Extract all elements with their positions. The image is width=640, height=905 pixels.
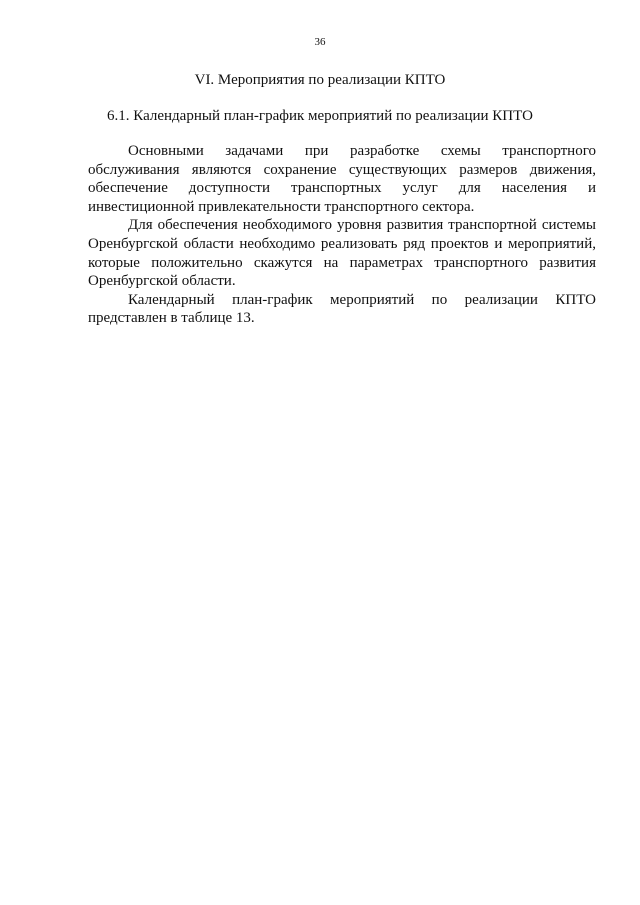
subsection-title: 6.1. Календарный план-график мероприятий по реализации КПТО <box>107 108 533 124</box>
paragraph-3: Календарный план-график мероприятий по реализации КПТО представлен в таблице 13. <box>88 291 596 327</box>
section-title: VI. Мероприятия по реализации КПТО <box>194 72 446 88</box>
body-text <box>88 142 596 328</box>
paragraph-1: Основными задачами при разработке схемы транспортного обслуживания являются сохранение существующих размеров движения, обеспечение доступности транспортных услуг для населения и инвестиционной привлекательности транспортного сектора. <box>88 143 596 215</box>
paragraph-2: Для обеспечения необходимого уровня развития транспортной системы Оренбургской области необходимо реализовать ряд проектов и мероприятий, которые положительно скажутся на параметрах транспортного развития Оренбургской области. <box>88 217 596 290</box>
page-number: 36 <box>314 36 326 48</box>
